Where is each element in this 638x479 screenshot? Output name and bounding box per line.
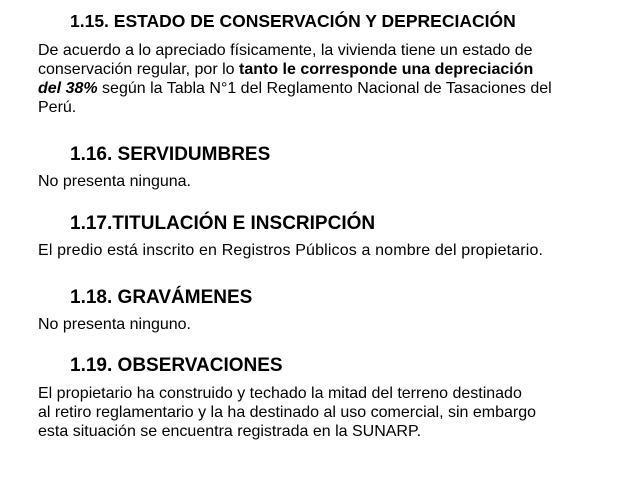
body-line: al retiro reglamentario y la ha destinado al uso comercial, sin embargo: [38, 404, 537, 421]
section-title-gravamenes: 1.18. GRAVÁMENES: [70, 287, 253, 308]
section-body-estado-conservacion: [38, 41, 618, 117]
bold-text-segment: tanto le corresponde una depreciación: [239, 61, 534, 78]
section-body-gravamenes: No presenta ninguno.: [38, 316, 191, 333]
body-text-segment: conservación regular, por lo: [38, 61, 239, 78]
body-text-segment: según la Tabla N°1 del Reglamento Nacional de Tasaciones del: [97, 80, 552, 97]
section-body-observaciones: [38, 384, 618, 441]
body-line: [38, 60, 618, 79]
section-title-servidumbres: 1.16. SERVIDUMBRES: [70, 144, 271, 165]
section-title-observaciones: 1.19. OBSERVACIONES: [70, 355, 283, 376]
body-text-segment: Perú.: [38, 99, 77, 116]
body-line: El propietario ha construido y techado la mitad del terreno destinado: [38, 385, 522, 402]
section-title-estado-conservacion: 1.15. ESTADO DE CONSERVACIÓN Y DEPRECIACIÓN: [70, 11, 516, 31]
section-body-servidumbres: No presenta ninguna.: [38, 173, 191, 190]
body-line: esta situación se encuentra registrada en la SUNARP.: [38, 423, 422, 440]
body-line: [38, 98, 618, 117]
section-body-titulacion: El predio está inscrito en Registros Públicos a nombre del propietario.: [38, 242, 544, 259]
section-title-titulacion: 1.17.TITULACIÓN E INSCRIPCIÓN: [70, 213, 376, 234]
body-text-segment: De acuerdo a lo apreciado físicamente, la vivienda tiene un estado de: [38, 42, 533, 59]
depreciation-percent: del 38%: [38, 80, 98, 97]
body-line: [38, 79, 618, 98]
body-line: [38, 41, 618, 60]
